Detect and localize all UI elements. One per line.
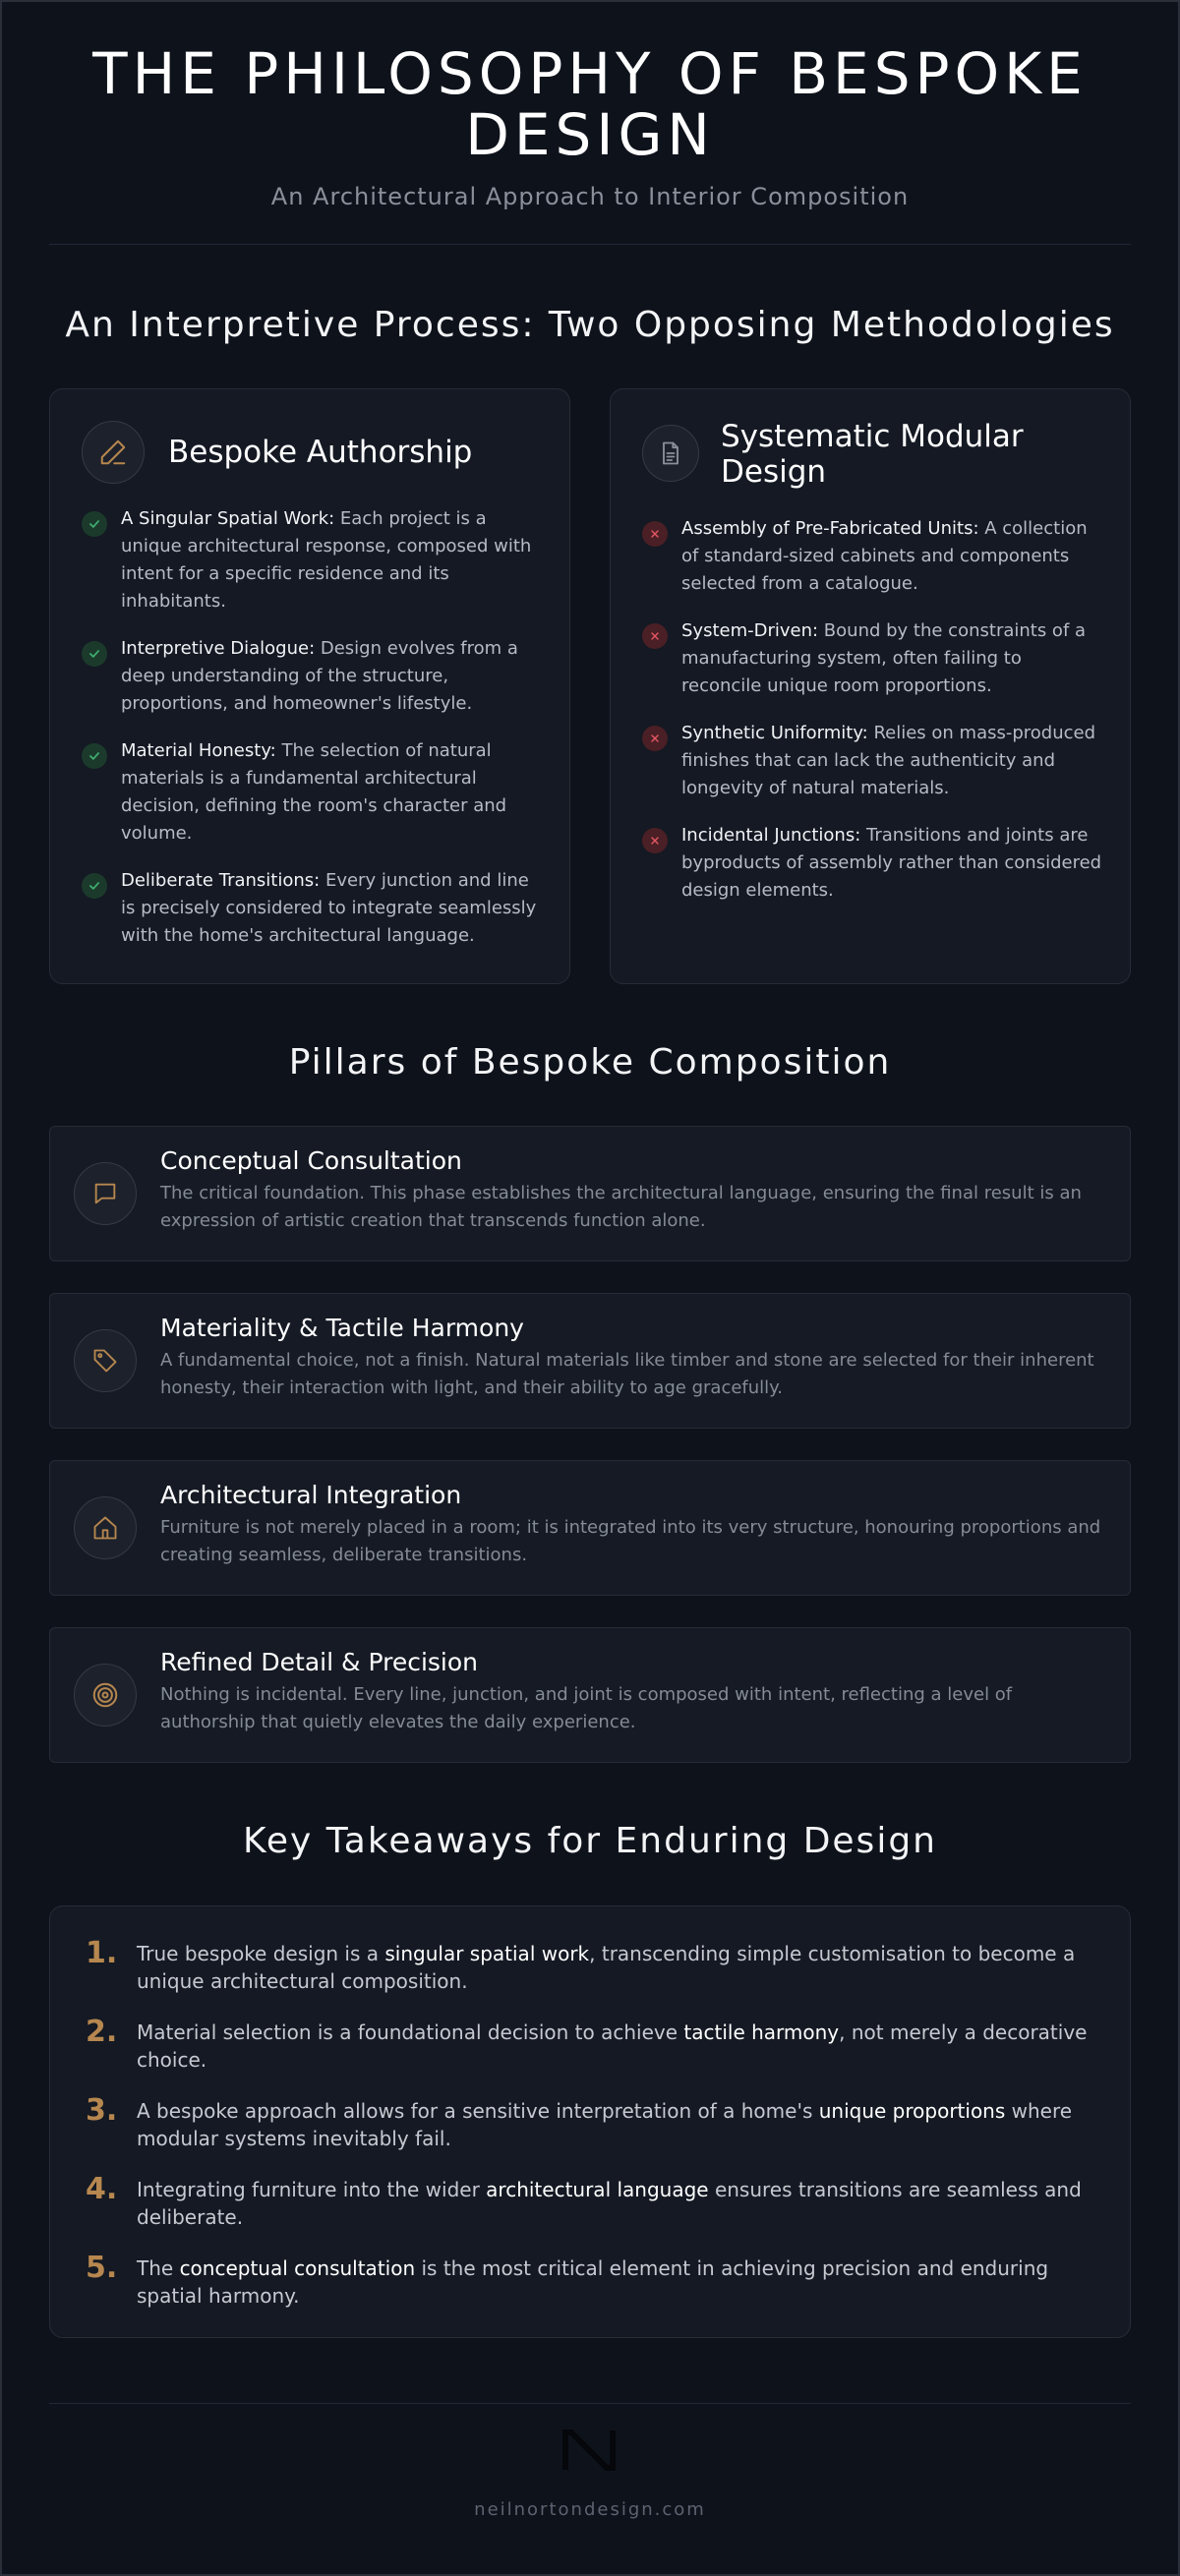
pillar-title: Refined Detail & Precision [160, 1648, 478, 1676]
bespoke-title: Bespoke Authorship [168, 435, 473, 470]
chat-bubble-icon [74, 1162, 137, 1225]
modular-title: Systematic Modular Design [721, 419, 1024, 490]
pillar-description: Furniture is not merely placed in a room; it is integrated into its very structure, honouring proportions and creating seamless, deliberate transitions. [160, 1517, 1101, 1565]
pillar-card [49, 1126, 1131, 1261]
takeaway-item [86, 2015, 1098, 2078]
pillar-title: Architectural Integration [160, 1481, 462, 1509]
cross-icon [642, 623, 668, 649]
tag-icon [74, 1329, 137, 1392]
pillar-title: Conceptual Consultation [160, 1146, 462, 1175]
takeaway-text: True bespoke design is a singular spatial work, transcending simple customisation to become a unique architectural composition. [137, 1942, 1076, 1993]
takeaway-text: Material selection is a foundational decision to achieve tactile harmony, not merely a decorative choice. [137, 2020, 1088, 2072]
modular-card [610, 388, 1131, 984]
header-divider [49, 244, 1131, 245]
pillar-description: The critical foundation. This phase establishes the architectural language, ensuring the final result is an expression of artistic creation that transcends function alone. [160, 1183, 1082, 1231]
takeaways-card [49, 1905, 1131, 2338]
takeaways-section-title: Key Takeaways for Enduring Design [243, 1821, 937, 1861]
check-icon [82, 743, 107, 769]
pillar-description: Nothing is incidental. Every line, junction, and joint is composed with intent, reflecting a level of authorship that quietly elevates the daily experience. [160, 1684, 1013, 1732]
takeaway-number: 4. [86, 2172, 118, 2206]
takeaway-item [86, 1936, 1098, 1999]
takeaway-item [86, 2093, 1098, 2156]
pillar-description: A fundamental choice, not a finish. Natural materials like timber and stone are selected for their inherent honesty, their interaction with light, and their ability to age gracefully. [160, 1350, 1094, 1398]
modular-point: Assembly of Pre-Fabricated Units: A collection of standard-sized cabinets and components selected from a catalogue. [681, 518, 1088, 594]
page-subtitle: An Architectural Approach to Interior Composition [270, 183, 910, 210]
bespoke-point: A Singular Spatial Work: Each project is a unique architectural response, composed with intent for a specific residence and its inhabitants. [121, 508, 532, 612]
bespoke-card [49, 388, 570, 984]
check-icon [82, 511, 107, 537]
cross-icon [642, 828, 668, 853]
bespoke-point: Interpretive Dialogue: Design evolves from a deep understanding of the structure, proportions, and homeowner's lifestyle. [121, 638, 518, 714]
house-icon [74, 1496, 137, 1559]
methods-section-title: An Interpretive Process: Two Opposing Methodologies [65, 305, 1115, 345]
pillar-card [49, 1627, 1131, 1763]
check-icon [82, 641, 107, 667]
pillar-title: Materiality & Tactile Harmony [160, 1314, 524, 1342]
pillars-section-title: Pillars of Bespoke Composition [288, 1042, 892, 1083]
takeaway-number: 2. [86, 2015, 118, 2049]
bespoke-point: Deliberate Transitions: Every junction and line is precisely considered to integrate seamlessly with the home's architectural language. [121, 870, 537, 946]
modular-point: Synthetic Uniformity: Relies on mass-produced finishes that can lack the authenticity and longevity of natural materials. [681, 723, 1096, 798]
takeaway-item [86, 2251, 1098, 2313]
page-title: THE PHILOSOPHY OF BESPOKE DESIGN [92, 40, 1088, 168]
footer-divider [49, 2403, 1131, 2404]
bespoke-point: Material Honesty: The selection of natural materials is a fundamental architectural decision, defining the room's character and volume. [121, 740, 507, 844]
takeaway-number: 3. [86, 2093, 118, 2128]
modular-point: Incidental Junctions: Transitions and joints are byproducts of assembly rather than considered design elements. [681, 825, 1102, 901]
cross-icon [642, 726, 668, 751]
pen-icon [82, 421, 145, 484]
pillar-card [49, 1460, 1131, 1596]
cross-icon [642, 521, 668, 547]
takeaway-text: A bespoke approach allows for a sensitive interpretation of a home's unique proportions where modular systems inevitably fail. [137, 2099, 1073, 2150]
takeaway-number: 5. [86, 2251, 118, 2285]
modular-point: System-Driven: Bound by the constraints of a manufacturing system, often failing to reconcile unique room proportions. [681, 620, 1087, 696]
takeaway-text: Integrating furniture into the wider architectural language ensures transitions are seamless and deliberate. [137, 2178, 1082, 2229]
takeaway-number: 1. [86, 1936, 118, 1970]
check-icon [82, 873, 107, 899]
document-icon [642, 425, 699, 482]
pillar-card [49, 1293, 1131, 1429]
logo-icon [556, 2427, 624, 2474]
footer-site-link[interactable]: neilnortondesign.com [474, 2499, 706, 2520]
takeaway-text: The conceptual consultation is the most critical element in achieving precision and enduring spatial harmony. [137, 2256, 1049, 2308]
target-icon [74, 1664, 137, 1727]
takeaway-item [86, 2172, 1098, 2235]
